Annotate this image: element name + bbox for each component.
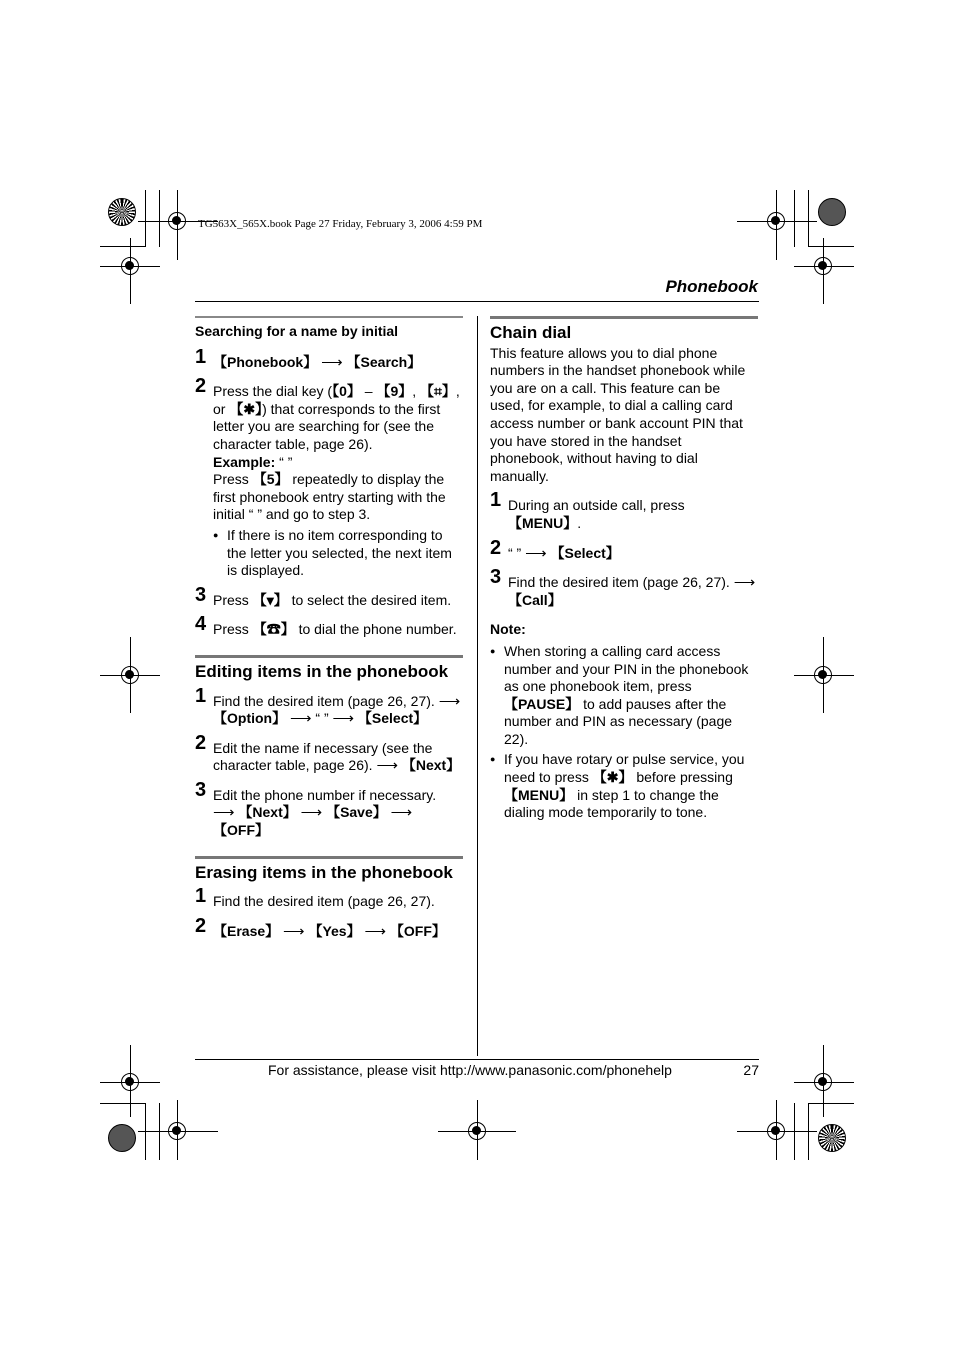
search-heading: Searching for a name by initial: [195, 323, 399, 339]
right-column: [490, 316, 758, 822]
note-label: Note:: [490, 621, 526, 638]
note-bullet-2: ● If you have rotary or pulse service, you need to press 【✱】 before pressing 【MENU】 in step 1 to change the dialing mode temporarily to tone.: [490, 751, 758, 821]
arrow-icon: ⟶: [213, 804, 235, 822]
section-rule: [195, 856, 463, 859]
section-rule: [195, 655, 463, 658]
search-step-1: 1 【Phonebook】 ⟶ 【Search】: [195, 345, 422, 371]
book-info: TG563X_565X.book Page 27 Friday, February 3, 2006 4:59 PM: [198, 218, 483, 230]
section-rule: [490, 316, 758, 319]
arrow-icon: ⟶: [438, 692, 461, 710]
column-divider: [477, 316, 478, 1056]
search-bullet: ● If there is no item corresponding to the letter you selected, the next item is displayed.: [213, 527, 463, 580]
example-line: Example: “ ”: [213, 453, 293, 470]
star-key-icon: 【✱】: [592, 769, 633, 786]
chain-step-1: 1 During an outside call, press 【MENU】.: [490, 489, 685, 531]
chain-intro: This feature allows you to dial phone numbers in the handset phonebook while you are on a call. This feature can be used, for example, to dial a calling card access number or bank account PIN that you have stored in the handset phonebook, without having to dial manually.: [490, 344, 746, 484]
arrow-icon: ⟶: [525, 544, 547, 562]
edit-step-2: 2 Edit the name if necessary (see the character table, page 26). ⟶ 【Next】: [195, 731, 461, 775]
arrow-icon: ⟶: [283, 922, 305, 940]
left-column: [195, 316, 463, 952]
edit-step-3: 3 Edit the phone number if necessary. ⟶ 【Next】 ⟶ 【Save】 ⟶ 【OFF】: [195, 778, 437, 839]
chain-step-3: 3 Find the desired item (page 26, 27). ⟶ 【Call】: [490, 566, 756, 608]
arrow-icon: ⟶: [290, 710, 312, 728]
search-step-4: 4 Press 【☎】 to dial the phone number.: [195, 613, 457, 638]
section-rule: [195, 316, 463, 318]
down-key-icon: 【▾】: [252, 591, 288, 608]
edit-step-1: 1 Find the desired item (page 26, 27). ⟶ 【Option】 ⟶ “ ” ⟶ 【Select】: [195, 684, 461, 728]
arrow-icon: ⟶: [390, 804, 413, 822]
chain-step-2: 2 “ ” ⟶ 【Select】: [490, 536, 620, 562]
arrow-icon: ⟶: [364, 922, 386, 940]
press-line: Press 【5】 repeatedly to display the first phonebook entry starting with the initial “ ” and go to step 3.: [213, 471, 446, 523]
arrow-icon: ⟶: [332, 710, 355, 728]
search-step-2: 2 Press the dial key (【0】 – 【9】, 【⌗】, or 【✱】) that corresponds to the first letter you are searching for (see the character table, page 26). Example: “ ” Press 【5】 repeatedly to display the first phonebook entry starting with the initial “ ” and go to step 3. ● If there is no item corresponding to the letter you selected, the next item is displayed.: [195, 383, 463, 580]
hash-key-icon: 【⌗】: [420, 383, 456, 400]
erase-step-2: 2 【Erase】 ⟶ 【Yes】 ⟶ 【OFF】: [195, 914, 446, 940]
chain-heading: Chain dial: [490, 323, 572, 342]
section-title: Phonebook: [665, 277, 758, 296]
erase-heading: Erasing items in the phonebook: [195, 862, 453, 882]
note-bullet-1: ● When storing a calling card access number and your PIN in the phonebook as one phonebook item, press 【PAUSE】 to add pauses after the number and PIN as necessary (page 22).: [490, 643, 758, 749]
arrow-icon: ⟶: [300, 804, 323, 822]
erase-step-1: 1 Find the desired item (page 26, 27).: [195, 885, 435, 910]
edit-heading: Editing items in the phonebook: [195, 661, 449, 681]
search-step-3: 3 Press 【▾】 to select the desired item.: [195, 583, 452, 608]
footer-rule: [195, 1059, 759, 1060]
arrow-icon: ⟶: [321, 353, 343, 371]
assistance-text: For assistance, please visit http://www.panasonic.com/phonehelp: [268, 1062, 672, 1078]
header-rule: [195, 301, 759, 302]
star-key-icon: 【✱】: [229, 400, 263, 417]
page-number: 27: [743, 1062, 759, 1078]
arrow-icon: ⟶: [733, 574, 756, 592]
arrow-icon: ⟶: [376, 757, 398, 775]
talk-key-icon: 【☎】: [252, 621, 295, 638]
